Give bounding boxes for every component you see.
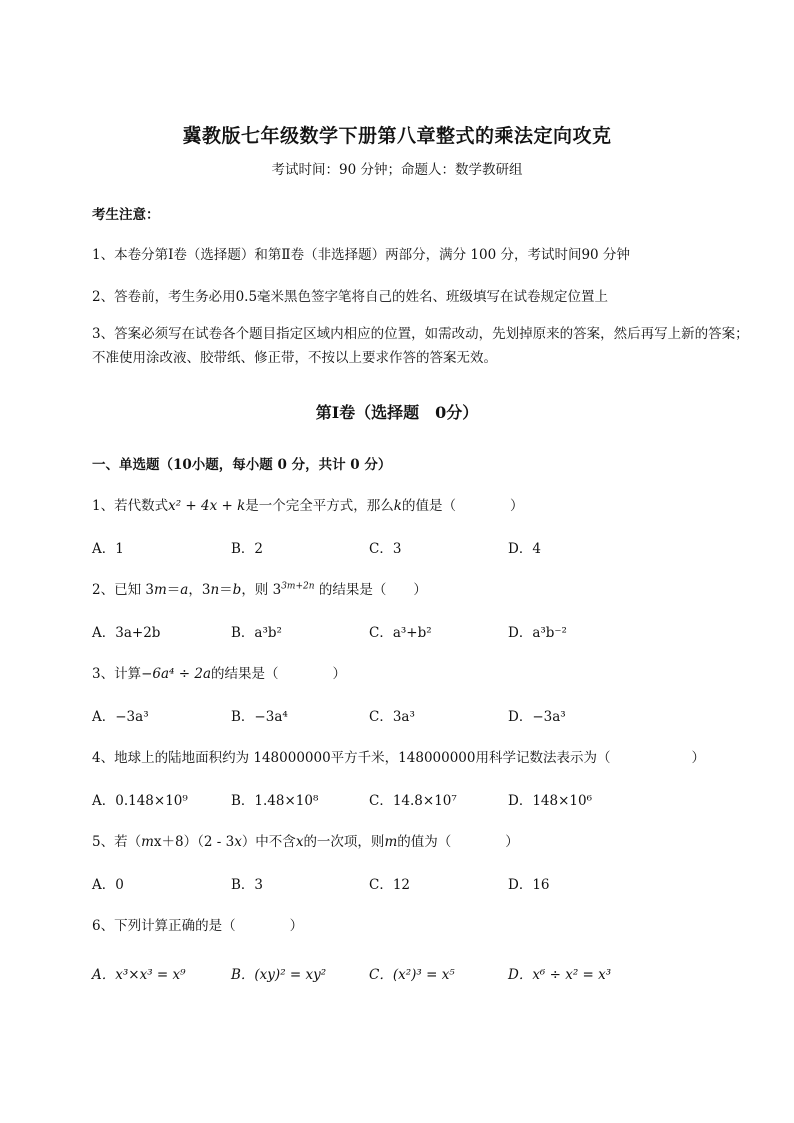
notice-item-3: 3、答案必须写在试卷各个题目指定区域内相应的位置，如需改动，先划掉原来的答案，然后再写上新的答案；不准使用涂改液、胶带纸、修正带，不按以上要求作答的答案无效。 <box>92 326 749 366</box>
option-a[interactable]: A．3a+2b <box>92 625 161 641</box>
math-variable: b <box>232 582 242 598</box>
math-variable: k <box>393 498 402 514</box>
page-title: 冀教版七年级数学下册第八章整式的乘法定向攻克 <box>182 125 612 147</box>
option-d[interactable]: D．16 <box>508 877 550 893</box>
question-text: 的结果是（ ） <box>211 666 346 682</box>
math-expression: −6a⁴ ÷ 2a <box>141 666 211 682</box>
option-a[interactable]: A．x³×x³ = x⁹ <box>92 967 186 983</box>
option-b[interactable]: B．2 <box>231 541 264 557</box>
notice-item-1: 1、本卷分第Ⅰ卷（选择题）和第Ⅱ卷（非选择题）两部分，满分 100 分，考试时间90 分钟 <box>92 247 630 263</box>
math-variable: x <box>234 834 242 850</box>
option-c[interactable]: C．a³+b² <box>369 625 432 641</box>
notice-item-2: 2、答卷前，考生务必用0.5毫米黑色签字笔将自己的姓名、班级填写在试卷规定位置上 <box>92 289 609 305</box>
option-a[interactable]: A．0.148×10⁹ <box>92 793 188 809</box>
question-text: 的值是（ ） <box>401 498 524 514</box>
option-a[interactable]: A．0 <box>92 877 124 893</box>
question-text: x＋8）（2 - 3 <box>153 834 235 850</box>
options-row <box>92 537 692 557</box>
option-c[interactable]: C．3a³ <box>369 709 415 725</box>
math-variable: n <box>210 582 220 598</box>
option-c[interactable]: C．14.8×10⁷ <box>369 793 457 809</box>
question-3 <box>92 662 346 682</box>
question-6 <box>92 914 303 934</box>
notice-heading: 考生注意： <box>92 207 160 223</box>
math-exponent: 3m+2n <box>281 581 315 592</box>
page-subtitle: 考试时间：90 分钟；命题人：数学教研组 <box>271 162 523 178</box>
option-b[interactable]: B．3 <box>231 877 264 893</box>
math-variable: m <box>141 834 154 850</box>
question-text: 的一次项，则 <box>303 834 385 850</box>
option-d[interactable]: D．−3a³ <box>508 709 566 725</box>
question-text: 的值为（ ） <box>397 834 519 850</box>
option-d[interactable]: D．4 <box>508 541 541 557</box>
options-row <box>92 963 692 983</box>
option-b[interactable]: B．−3a⁴ <box>231 709 288 725</box>
math-variable: m <box>384 834 398 850</box>
question-1 <box>92 494 523 514</box>
math-variable: x <box>295 834 304 850</box>
question-text: ）中不含 <box>241 834 296 850</box>
math-variable: m <box>153 582 167 598</box>
question-text: ，3 <box>188 582 211 598</box>
option-c[interactable]: C．3 <box>369 541 402 557</box>
question-5 <box>92 830 519 850</box>
math-expression: x² + 4x + k <box>168 498 246 514</box>
option-c[interactable]: C．(x²)³ = x⁵ <box>369 967 455 983</box>
option-c[interactable]: C．12 <box>369 877 411 893</box>
question-text: 是一个完全平方式，那么 <box>245 498 394 514</box>
question-text: ＝ <box>166 582 181 598</box>
question-text: 3、计算 <box>92 666 142 682</box>
options-row <box>92 873 692 893</box>
options-row <box>92 789 692 809</box>
option-d[interactable]: D．a³b⁻² <box>508 625 567 641</box>
question-text: ＝ <box>219 582 233 598</box>
section-title: 第Ⅰ卷（选择题 0分） <box>315 403 479 422</box>
question-2 <box>92 578 427 598</box>
part-heading: 一、单选题（10小题，每小题 0 分，共计 0 分） <box>92 457 392 473</box>
option-b[interactable]: B．a³b² <box>231 625 282 641</box>
question-text: 5、若（ <box>92 834 142 850</box>
question-text: ，则 3 <box>241 582 282 598</box>
options-row <box>92 621 692 641</box>
option-d[interactable]: D．148×10⁶ <box>508 793 592 809</box>
option-a[interactable]: A．−3a³ <box>92 709 149 725</box>
option-b[interactable]: B．(xy)² = xy² <box>231 967 327 983</box>
option-d[interactable]: D．x⁶ ÷ x² = x³ <box>508 967 612 983</box>
question-text: 4、地球上的陆地面积约为 148000000平方千米，148000000用科学记数法表示为（ ） <box>92 750 705 766</box>
question-4 <box>92 746 705 766</box>
question-text: 2、已知 3 <box>92 582 154 598</box>
math-variable: a <box>180 582 189 598</box>
question-text: 的结果是（ ） <box>314 582 427 598</box>
options-row <box>92 705 692 725</box>
option-a[interactable]: A．1 <box>92 541 124 557</box>
option-b[interactable]: B．1.48×10⁸ <box>231 793 319 809</box>
question-text: 1、若代数式 <box>92 498 169 514</box>
question-text: 6、下列计算正确的是（ ） <box>92 918 304 934</box>
